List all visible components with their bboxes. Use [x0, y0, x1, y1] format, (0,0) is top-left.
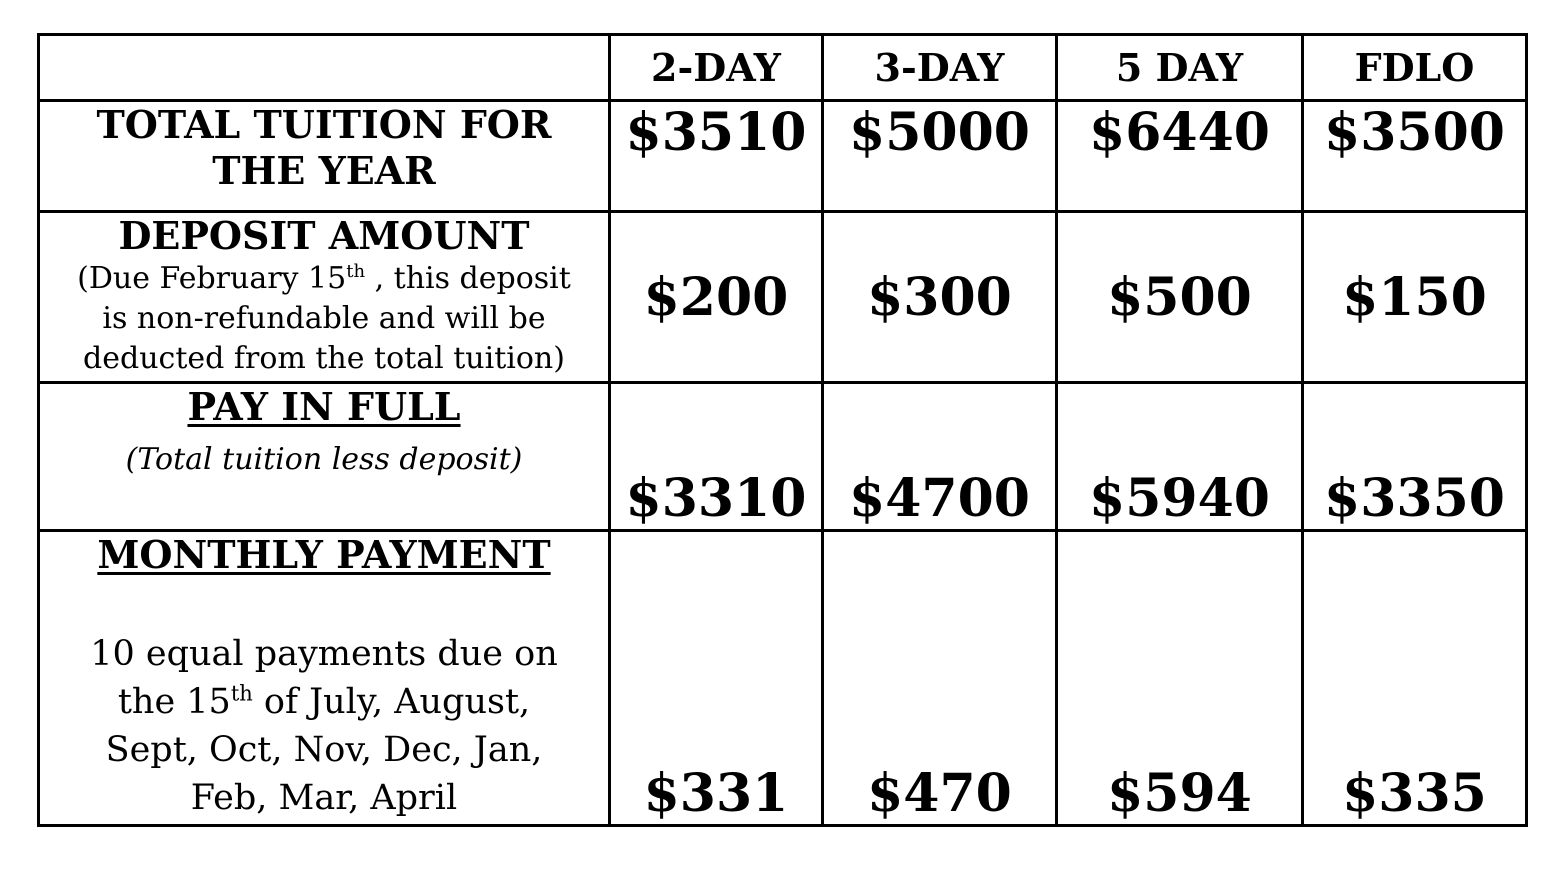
total-tuition-cell: $3510 — [610, 101, 823, 212]
header-row — [39, 35, 1527, 101]
column-header: 3-DAY — [823, 35, 1057, 101]
monthly-payment-label: MONTHLY PAYMENT 10 equal payments due on the 15th of July, August, Sept, Oct, Nov, Dec, Jan, Feb, Mar, April — [39, 531, 610, 826]
deposit-cell: $300 — [823, 212, 1057, 383]
corner-cell — [39, 35, 610, 101]
deposit-cell: $500 — [1057, 212, 1303, 383]
column-header: 5 DAY — [1057, 35, 1303, 101]
monthly-body-line: the 15th of July, August, — [117, 681, 531, 722]
total-tuition-cell: $5000 — [823, 101, 1057, 212]
pay-in-full-cell: $4700 — [823, 383, 1057, 531]
deposit-note: (Due February 15th , this deposit — [77, 261, 571, 296]
column-header: 2-DAY — [610, 35, 823, 101]
deposit-row — [39, 212, 1527, 383]
total-tuition-cell: $6440 — [1057, 101, 1303, 212]
pay-in-full-row — [39, 383, 1527, 531]
tuition-table — [37, 33, 1528, 827]
monthly-payment-cell: $335 — [1303, 531, 1527, 826]
pay-in-full-cell: $3310 — [610, 383, 823, 531]
deposit-label: DEPOSIT AMOUNT (Due February 15th , this deposit is non-refundable and will be deducted from the total tuition) — [39, 212, 610, 383]
total-tuition-cell: $3500 — [1303, 101, 1527, 212]
total-tuition-label: TOTAL TUITION FOR THE YEAR — [39, 101, 610, 212]
total-tuition-row — [39, 101, 1527, 212]
column-header: FDLO — [1303, 35, 1527, 101]
monthly-payment-cell: $594 — [1057, 531, 1303, 826]
monthly-payment-row — [39, 531, 1527, 826]
pay-in-full-cell: $3350 — [1303, 383, 1527, 531]
pay-in-full-label: PAY IN FULL (Total tuition less deposit) — [39, 383, 610, 531]
monthly-payment-cell: $470 — [823, 531, 1057, 826]
deposit-cell: $200 — [610, 212, 823, 383]
monthly-payment-cell: $331 — [610, 531, 823, 826]
pay-in-full-cell: $5940 — [1057, 383, 1303, 531]
deposit-cell: $150 — [1303, 212, 1527, 383]
